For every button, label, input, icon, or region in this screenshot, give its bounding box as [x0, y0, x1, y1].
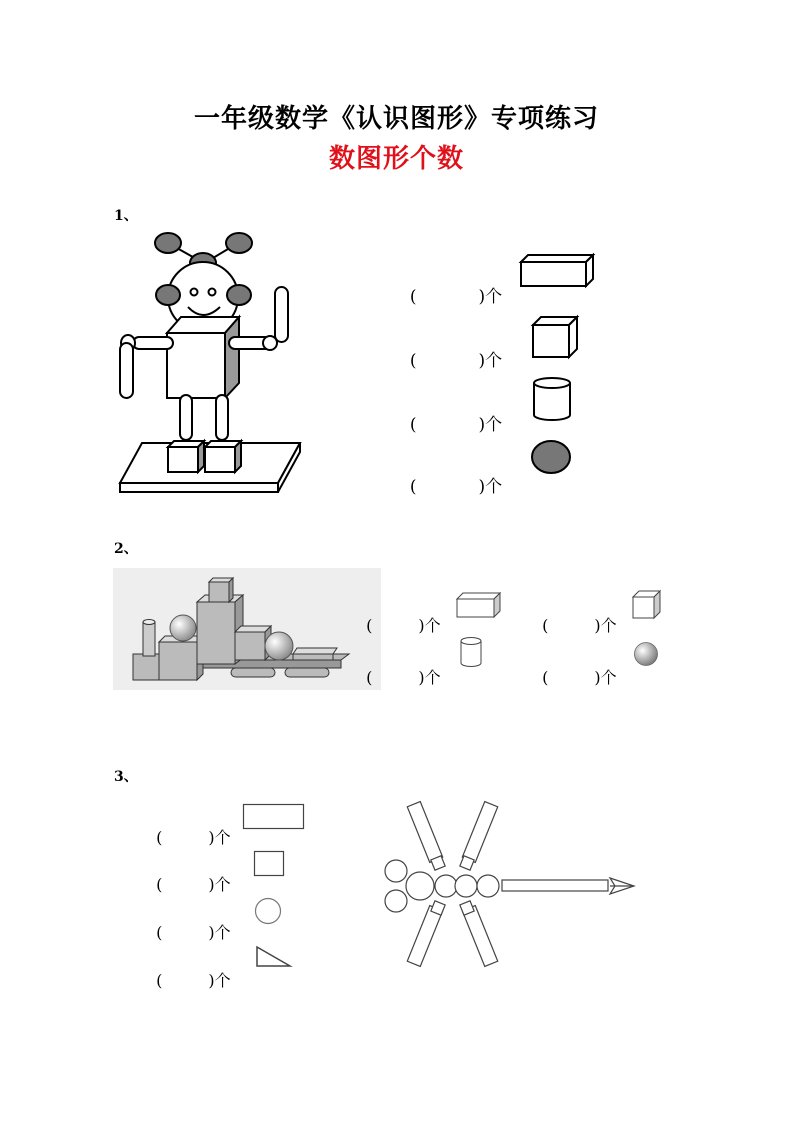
close-paren: ) [478, 287, 486, 307]
open-paren: ( [409, 477, 417, 497]
close-paren: ) [594, 616, 601, 635]
open-paren: ( [542, 668, 549, 687]
close-paren: ) [208, 828, 215, 847]
close-paren: ) [478, 351, 486, 371]
robot-illustration [108, 225, 308, 500]
cube-icon [632, 590, 662, 620]
unit-label: 个 [214, 971, 231, 990]
q3-answer-row-circle [146, 901, 231, 943]
unit-label: 个 [600, 616, 617, 635]
square-icon [253, 850, 285, 878]
sphere-icon [530, 439, 572, 475]
open-paren: ( [409, 287, 417, 307]
unit-label: 个 [485, 477, 503, 497]
cylinder-icon [531, 375, 573, 423]
unit-label: 个 [485, 415, 503, 435]
sphere-icon [633, 641, 659, 667]
circle-icon [253, 896, 283, 926]
q1-answer-row-sphere [399, 452, 502, 497]
question-3-number: 3、 [114, 769, 138, 785]
close-paren: ) [208, 971, 215, 990]
dragonfly-figure [378, 800, 640, 972]
open-paren: ( [156, 828, 163, 847]
open-paren: ( [156, 971, 163, 990]
cuboid-icon [456, 592, 502, 618]
q2-answer-row-sphere [532, 646, 617, 688]
open-paren: ( [366, 668, 373, 687]
unit-label: 个 [214, 828, 231, 847]
close-paren: ) [478, 415, 486, 435]
cuboid-icon [518, 252, 596, 290]
rectangle-icon [242, 803, 306, 831]
unit-label: 个 [424, 668, 441, 687]
open-paren: ( [409, 351, 417, 371]
unit-label: 个 [485, 351, 503, 371]
unit-label: 个 [214, 875, 231, 894]
open-paren: ( [542, 616, 549, 635]
blocks-photo [113, 568, 381, 690]
q3-answer-row-triangle [146, 949, 231, 991]
triangle-icon [255, 945, 293, 969]
q2-answer-row-cylinder [356, 646, 441, 688]
q3-answer-row-square [146, 853, 231, 895]
open-paren: ( [366, 616, 373, 635]
cube-icon [530, 314, 582, 360]
open-paren: ( [156, 923, 163, 942]
close-paren: ) [594, 668, 601, 687]
close-paren: ) [418, 616, 425, 635]
q2-answer-row-cuboid [356, 594, 441, 636]
open-paren: ( [156, 875, 163, 894]
unit-label: 个 [214, 923, 231, 942]
question-2-number: 2、 [114, 541, 138, 557]
close-paren: ) [208, 875, 215, 894]
unit-label: 个 [600, 668, 617, 687]
q2-answer-row-cube [532, 594, 617, 636]
q1-answer-row-cuboid [399, 262, 502, 307]
cylinder-icon [459, 636, 483, 668]
close-paren: ) [478, 477, 486, 497]
q1-answer-row-cube [399, 326, 502, 371]
close-paren: ) [418, 668, 425, 687]
open-paren: ( [409, 415, 417, 435]
unit-label: 个 [424, 616, 441, 635]
unit-label: 个 [485, 287, 503, 307]
page-subtitle: 数图形个数 [328, 144, 464, 174]
close-paren: ) [208, 923, 215, 942]
page-title: 一年级数学《认识图形》专项练习 [193, 104, 599, 134]
question-1-number: 1、 [114, 208, 138, 224]
q3-answer-row-rectangle [146, 806, 231, 848]
q1-answer-row-cylinder [399, 390, 502, 435]
